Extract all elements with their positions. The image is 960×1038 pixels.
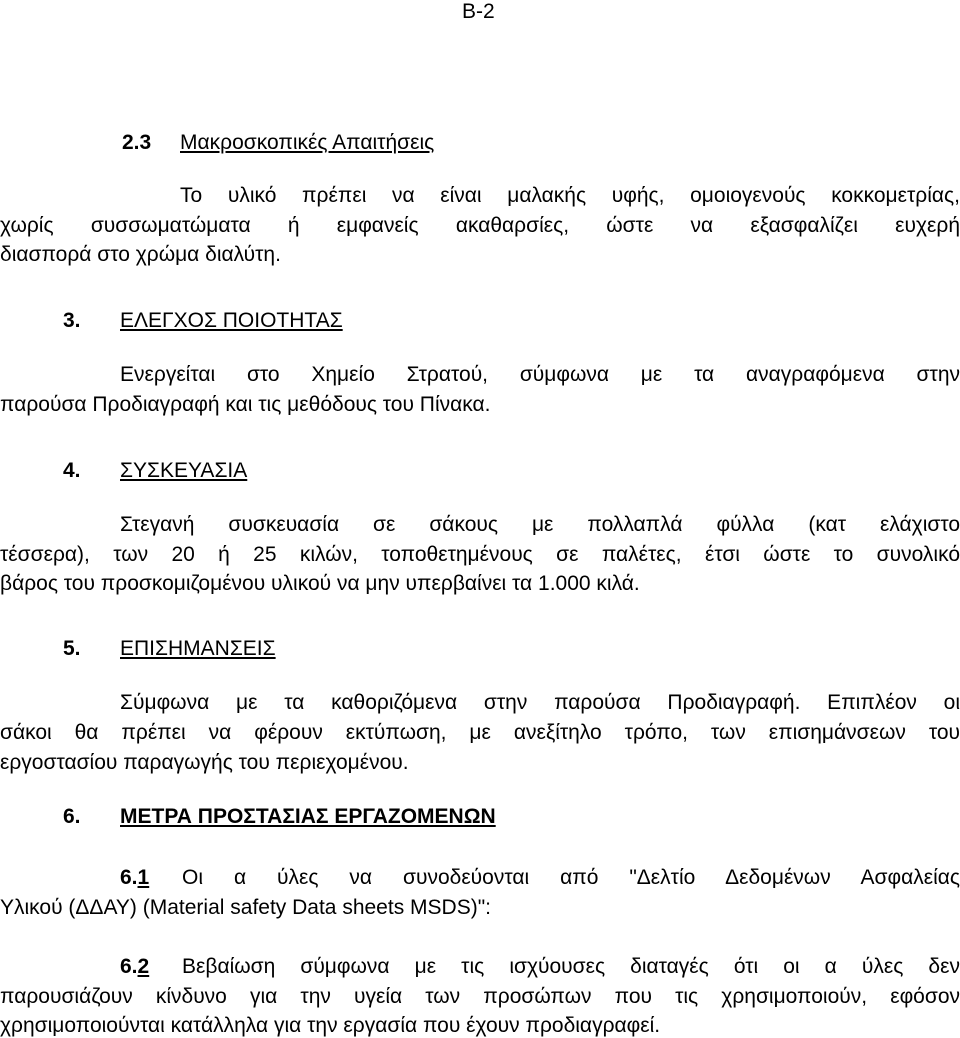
paragraph-line: Ενεργείται στο Χημείο Στρατού, σύμφωνα με τα αναγραφόμενα στην: [120, 363, 960, 386]
section-title: ΕΛΕΓΧΟΣ ΠΟΙΟΤΗΤΑΣ: [120, 309, 343, 332]
paragraph-line: Βεβαίωση σύμφωνα με τις ισχύουσες διαταγές ότι οι α ύλες δεν: [182, 955, 960, 978]
section-title: ΕΠΙΣΗΜΑΝΣΕΙΣ: [120, 637, 276, 660]
section-title: ΣΥΣΚΕΥΑΣΙΑ: [120, 459, 248, 482]
paragraph-line: βάρος του προσκομιζομένου υλικού να μην υπερβαίνει τα 1.000 κιλά.: [0, 572, 640, 595]
paragraph-line: Οι α ύλες να συνοδεύονται από "Δελτίο Δεδομένων Ασφαλείας: [182, 866, 960, 889]
section-number: 5.: [63, 637, 81, 660]
page-number: B-2: [462, 0, 495, 23]
section-number: 2.3: [122, 131, 152, 154]
section-5-heading: [63, 637, 276, 661]
section-2-3-heading: [122, 131, 434, 155]
subsection-6-2-number: [120, 955, 149, 979]
paragraph-line: διασπορά στο χρώμα διαλύτη.: [0, 243, 281, 266]
section-6-heading: [63, 805, 496, 829]
section-title: Μακροσκοπικές Απαιτήσεις: [180, 131, 435, 154]
paragraph-line: Το υλικό πρέπει να είναι μαλακής υφής, ομοιογενούς κοκκομετρίας,: [180, 184, 960, 207]
subsection-6-1-number: [120, 866, 149, 890]
paragraph-line: Στεγανή συσκευασία σε σάκους με πολλαπλά φύλλα (κατ ελάχιστο: [120, 513, 960, 536]
paragraph-line: Υλικού (ΔΔΑΥ) (Material safety Data sheets MSDS)":: [0, 896, 491, 919]
paragraph-line: χρησιμοποιούνται κατάλληλα για την εργασία που έχουν προδιαγραφεί.: [0, 1014, 661, 1037]
section-number: 6.: [63, 805, 81, 828]
paragraph-line: παρουσιάζουν κίνδυνο για την υγεία των προσώπων που τις χρησιμοποιούν, εφόσον: [0, 985, 960, 1008]
paragraph-line: τέσσερα), των 20 ή 25 κιλών, τοποθετημένους σε παλέτες, έτσι ώστε το συνολικό: [0, 543, 960, 566]
paragraph-line: Σύμφωνα με τα καθοριζόμενα στην παρούσα Προδιαγραφή. Επιπλέον οι: [120, 691, 960, 714]
section-3-heading: [63, 309, 343, 333]
subsection-number-tail: 2: [137, 955, 150, 978]
paragraph-line: σάκοι θα πρέπει να φέρουν εκτύπωση, με ανεξίτηλο τρόπο, των επισημάνσεων του: [0, 721, 960, 744]
section-4-heading: [63, 459, 247, 483]
subsection-number: 6.: [120, 866, 138, 889]
paragraph-line: εργοστασίου παραγωγής του περιεχομένου.: [0, 751, 409, 774]
paragraph-line: παρούσα Προδιαγραφή και τις μεθόδους του Πίνακα.: [0, 393, 491, 416]
section-title: ΜΕΤΡΑ ΠΡΟΣΤΑΣΙΑΣ ΕΡΓΑΖΟΜΕΝΩΝ: [120, 805, 496, 828]
section-number: 3.: [63, 309, 81, 332]
subsection-number: 6.: [120, 955, 138, 978]
paragraph-line: χωρίς συσσωματώματα ή εμφανείς ακαθαρσίες, ώστε να εξασφαλίζει ευχερή: [0, 214, 960, 237]
section-number: 4.: [63, 459, 81, 482]
subsection-number-tail: 1: [137, 866, 150, 889]
